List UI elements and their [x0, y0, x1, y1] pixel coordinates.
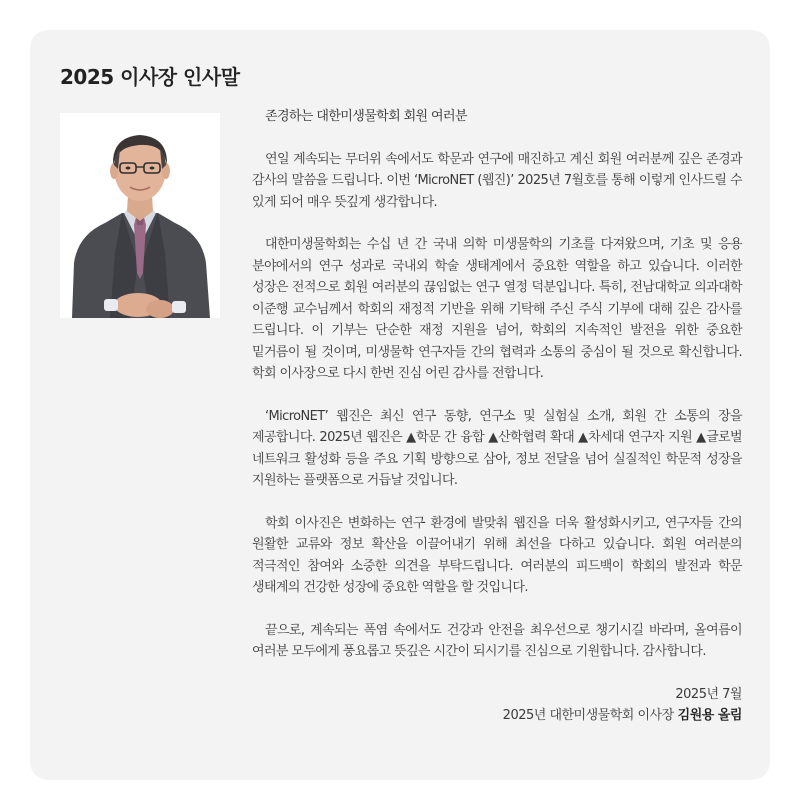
letter-paragraph: 끝으로, 계속되는 폭염 속에서도 건강과 안전을 최우선으로 챙기시길 바라며, 올여름이 여러분 모두에게 풍요롭고 뜻깊은 시간이 되시기를 진심으로 기원합니다. 감사합니다. [252, 622, 742, 659]
chairman-portrait [60, 113, 220, 318]
signature-date: 2025년 7월 [675, 687, 742, 702]
page-title: 2025 이사장 인사말 [60, 65, 240, 89]
letter-paragraph: ‘MicroNET’ 웹진은 최신 연구 동향, 연구소 및 실험실 소개, 회원 간 소통의 장을 제공합니다. 2025년 웹진은 ▲학문 간 융합 ▲산학협력 확대 ▲차세대 연구자 지원 ▲글로벌 네트워크 활성화 등을 주요 기획 방향으로 삼아, 정보 전달을 넘어 실질적인 학문적 성장을 지원하는 플랫폼으로 거듭날 것입니다. [252, 408, 742, 488]
signature-line [503, 705, 742, 726]
signature-signer: 김원용 올림 [677, 708, 742, 723]
greeting-card [30, 30, 770, 780]
letter-paragraph: 연일 계속되는 무더위 속에서도 학문과 연구에 매진하고 계신 회원 여러분께 깊은 존경과 감사의 말씀을 드립니다. 이번 ‘MicroNET (웹진)’ 2025년 7월호를 통해 이렇게 인사드릴 수 있게 되어 매우 뜻깊게 생각합니다. [252, 151, 742, 210]
letter-paragraph: 학회 이사진은 변화하는 연구 환경에 발맞춰 웹진을 더욱 활성화시키고, 연구자들 간의 원활한 교류와 정보 확산을 이끌어내기 위해 최선을 다하고 있습니다. 회원 여러분의 적극적인 참여와 소중한 의견을 부탁드립니다. 여러분의 피드백이 학회의 발전과 학문 생태계의 건강한 성장에 중요한 역할을 할 것입니다. [252, 515, 742, 595]
signature-block [503, 684, 742, 726]
letter-body [252, 106, 742, 684]
signature-role: 2025년 대한미생물학회 이사장 [502, 708, 674, 723]
letter-paragraph: 대한미생물학회는 수십 년 간 국내 의학 미생물학의 기초를 다져왔으며, 기초 및 응용 분야에서의 연구 성과로 국내외 학술 생태계에서 중요한 역할을 하고 있습니다. 이러한 성장은 전적으로 회원 여러분의 끊임없는 연구 열정 덕분입니다. 특히, 전남대학교 의과대학 이준행 교수님께서 학회의 재정적 기반을 위해 기탁해 주신 주식 기부에 대해 깊은 감사를 드립니다. 이 기부는 단순한 재정 지원을 넘어, 학회의 지속적인 발전을 위한 중요한 밑거름이 될 것이며, 미생물학 연구자들 간의 협력과 소통의 중심이 될 것으로 확신합니다. 학회 이사장으로 다시 한번 진심 어린 감사를 전합니다. [252, 237, 742, 381]
letter-salutation: 존경하는 대한미생물학회 회원 여러분 [265, 109, 467, 124]
